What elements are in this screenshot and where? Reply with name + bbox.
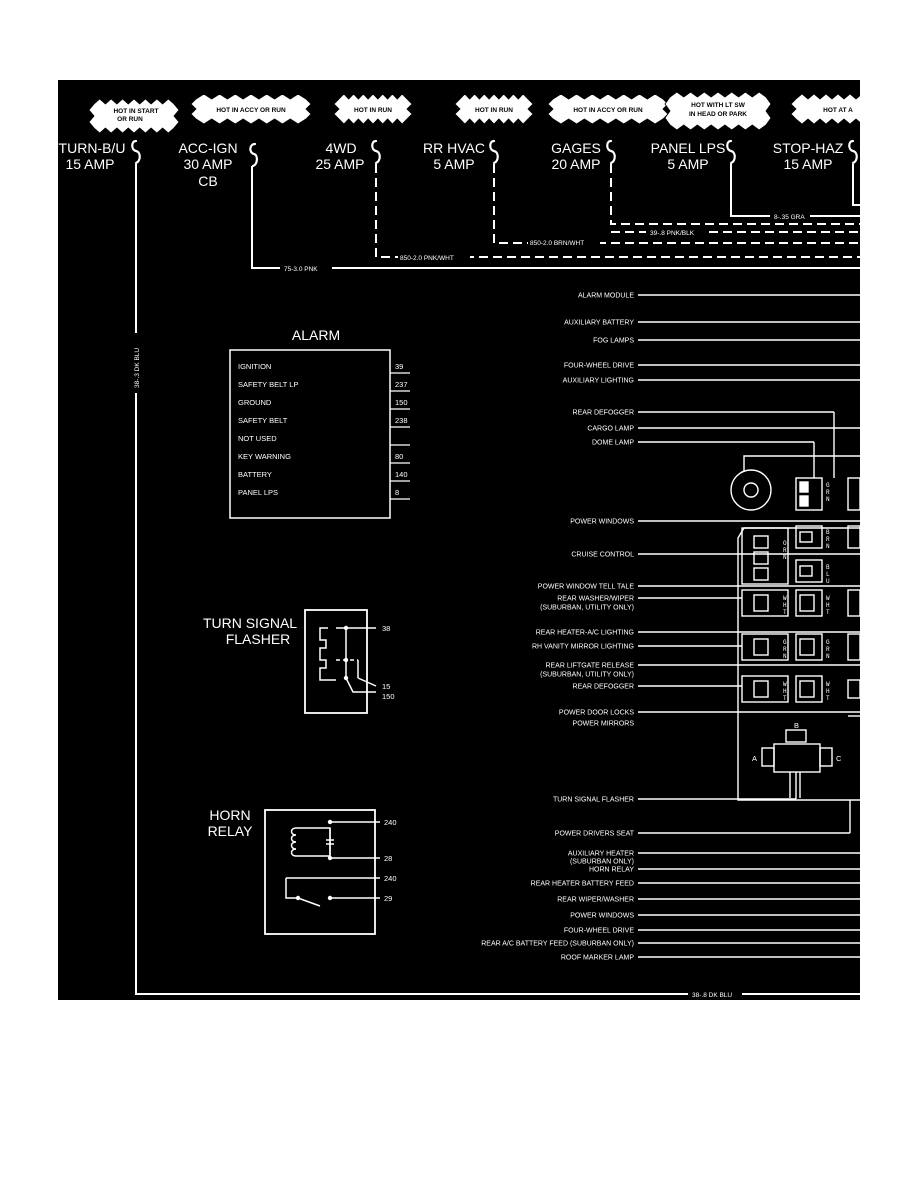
circuit-label: AUXILIARY HEATER — [567, 850, 634, 858]
fuse-symbol-acc — [250, 144, 257, 166]
fuse-symbol-4wd — [372, 141, 380, 163]
fuse-name-acc: ACC-IGN — [178, 140, 238, 156]
burst-text-turn-2: OR RUN — [117, 116, 143, 123]
flasher-title-2: FLASHER — [225, 631, 291, 647]
connector-color-code: O R N — [783, 540, 787, 561]
alarm-pin-list — [238, 362, 410, 499]
alarm-pin-label: PANEL LPS — [238, 488, 279, 497]
circuit-label: (SUBURBAN ONLY) — [569, 858, 634, 866]
circuit-label: FOUR-WHEEL DRIVE — [563, 927, 634, 935]
fuse-rating-panel: 5 AMP — [667, 156, 709, 172]
hot-condition-burst — [548, 94, 668, 124]
wire-label-acc: 75-3.0 PNK — [284, 266, 318, 273]
circuit-label: AUXILIARY LIGHTING — [562, 377, 634, 385]
burst-text-rrhvac: HOT IN RUN — [475, 107, 513, 114]
fuse-rating-turn: 15 AMP — [65, 156, 115, 172]
horn-term-3: 240 — [384, 874, 397, 883]
circuit-label: REAR WASHER/WIPER — [557, 595, 634, 603]
fuse-rating-stop: 15 AMP — [783, 156, 833, 172]
connector-color-code: G R N — [826, 482, 830, 503]
circuit-label: REAR WIPER/WASHER — [557, 896, 634, 904]
hot-condition-burst — [455, 94, 533, 124]
fuse-rating-gages: 20 AMP — [551, 156, 601, 172]
circuit-label: (SUBURBAN, UTILITY ONLY) — [540, 671, 634, 679]
connector-color-code: W H T — [826, 681, 830, 702]
fuse-block — [731, 456, 860, 800]
circuit-list — [481, 293, 860, 962]
circuit-label: AUXILIARY BATTERY — [564, 319, 634, 327]
connector-color-code: W H T — [826, 595, 830, 616]
alarm-pin-circuit: 237 — [395, 380, 408, 389]
relay-letter-b: B — [794, 721, 800, 730]
connector-color-code: G R N — [783, 639, 787, 660]
flasher-term-3: 150 — [382, 692, 395, 701]
hot-condition-burst — [334, 94, 412, 124]
wiring-diagram — [58, 80, 860, 1000]
fuse-name-gages: GAGES — [551, 140, 601, 156]
burst-text-gages: HOT IN ACCY OR RUN — [573, 107, 643, 114]
wire-label-panel: 8-.35 GRA — [774, 214, 805, 221]
connector-color-code: W H T — [783, 681, 787, 702]
relay-letter-a: A — [752, 754, 758, 763]
alarm-pin-circuit: 39 — [395, 362, 404, 371]
circuit-label: POWER MIRRORS — [572, 720, 634, 728]
alarm-pin-circuit: 238 — [395, 416, 408, 425]
circuit-label: POWER WINDOW TELL TALE — [537, 583, 634, 591]
horn-term-4: 29 — [384, 894, 393, 903]
alarm-pin-label: KEY WARNING — [238, 452, 291, 461]
hot-condition-burst — [89, 99, 179, 133]
hot-condition-burst — [191, 94, 311, 124]
flasher-term-2: 15 — [382, 682, 391, 691]
circuit-label: CARGO LAMP — [587, 425, 634, 433]
circuit-label: POWER DRIVERS SEAT — [554, 830, 634, 838]
fuse-symbol-gages — [607, 141, 615, 163]
flasher-term-1: 38 — [382, 624, 391, 633]
wiring-diagram-svg — [58, 80, 860, 1000]
alarm-pin-circuit: 140 — [395, 470, 408, 479]
alarm-pin-label: SAFETY BELT LP — [238, 380, 299, 389]
hot-condition-burst — [791, 94, 860, 124]
burst-text-turn-1: HOT IN START — [113, 108, 159, 115]
alarm-pin-label: NOT USED — [238, 434, 277, 443]
burst-text-panel-2: IN HEAD OR PARK — [688, 111, 748, 118]
circuit-label: (SUBURBAN, UTILITY ONLY) — [540, 604, 634, 612]
fuse-name-4wd: 4WD — [325, 140, 357, 156]
wire-label-rrhvac: 850-2.0 BRN/WHT — [530, 240, 585, 247]
fuse-name-turn: TURN-B/U — [58, 140, 126, 156]
circuit-label: HORN RELAY — [589, 866, 634, 874]
fuse-symbol-turn — [132, 141, 140, 163]
circuit-label: REAR HEATER-A/C LIGHTING — [535, 629, 634, 637]
circuit-label: TURN SIGNAL FLASHER — [552, 796, 634, 804]
alarm-title: ALARM — [291, 327, 341, 343]
alarm-pin-label: BATTERY — [238, 470, 272, 479]
connector-color-code: G R N — [826, 639, 830, 660]
fuse-name-panel: PANEL LPS — [650, 140, 726, 156]
alarm-pin-label: SAFETY BELT — [238, 416, 288, 425]
wire-stop-haz — [853, 164, 860, 205]
circuit-label: REAR HEATER BATTERY FEED — [530, 880, 634, 888]
circuit-label: RH VANITY MIRROR LIGHTING — [531, 643, 634, 651]
wire-label-turn-vertical: 38-.3 DK BLU — [134, 347, 141, 388]
fuse-name-rrhvac: RR HVAC — [423, 140, 485, 156]
burst-text-acc: HOT IN ACCY OR RUN — [216, 107, 286, 114]
circuit-label: ALARM MODULE — [577, 292, 634, 300]
horn-term-1: 240 — [384, 818, 397, 827]
fuse-symbol-panel — [727, 141, 735, 163]
circuit-label: REAR DEFOGGER — [572, 683, 634, 691]
circuit-label: FOUR-WHEEL DRIVE — [563, 362, 634, 370]
fuse-rating-rrhvac: 5 AMP — [433, 156, 475, 172]
wire-label-turn-bottom: 38-.8 DK BLU — [692, 992, 733, 999]
circuit-label: ROOF MARKER LAMP — [560, 954, 634, 962]
fuse-rating-acc: 30 AMP — [183, 156, 233, 172]
connector-color-code: B L U — [826, 564, 830, 585]
connector-color-code: B R N — [826, 529, 830, 550]
horn-term-2: 28 — [384, 854, 393, 863]
connector-color-code: W H T — [783, 595, 787, 616]
horn-title-2: RELAY — [207, 823, 253, 839]
circuit-label: REAR A/C BATTERY FEED (SUBURBAN ONLY) — [481, 940, 634, 948]
circuit-label: POWER WINDOWS — [570, 518, 634, 526]
circuit-label: POWER WINDOWS — [570, 912, 634, 920]
turn-signal-flasher — [203, 610, 395, 713]
horn-relay — [208, 807, 397, 934]
alarm-pin-label: GROUND — [238, 398, 272, 407]
circuit-label: REAR LIFTGATE RELEASE — [545, 662, 634, 670]
alarm-pin-label: IGNITION — [238, 362, 272, 371]
relay-letter-c: C — [836, 754, 842, 763]
flasher-title-1: TURN SIGNAL — [202, 615, 298, 631]
circuit-label: REAR DEFOGGER — [572, 409, 634, 417]
alarm-pin-circuit: 8 — [395, 488, 400, 497]
wire-label-4wd: 850-2.0 PNK/WHT — [400, 255, 454, 262]
wire-label-gages: 39-.8 PNK/BLK — [650, 230, 695, 237]
circuit-label: POWER DOOR LOCKS — [558, 709, 634, 717]
circuit-label: DOME LAMP — [591, 439, 634, 447]
burst-text-4wd: HOT IN RUN — [354, 107, 392, 114]
circuit-label: FOG LAMPS — [593, 337, 634, 345]
circuit-label: CRUISE CONTROL — [571, 551, 634, 559]
fuse-symbol-rrhvac — [490, 141, 498, 163]
burst-text-panel-1: HOT WITH LT SW — [691, 102, 745, 109]
connector-color-codes — [783, 482, 830, 702]
fuse-symbol-stop — [849, 141, 857, 163]
alarm-pin-circuit: 80 — [395, 452, 404, 461]
burst-text-stop: HOT AT A — [823, 107, 853, 114]
horn-title-1: HORN — [209, 807, 251, 823]
fuse-cb-acc: CB — [198, 173, 218, 189]
fuse-rating-4wd: 25 AMP — [315, 156, 365, 172]
hot-condition-burst — [665, 92, 771, 130]
alarm-pin-circuit: 150 — [395, 398, 408, 407]
fuse-name-stop: STOP-HAZ — [772, 140, 844, 156]
